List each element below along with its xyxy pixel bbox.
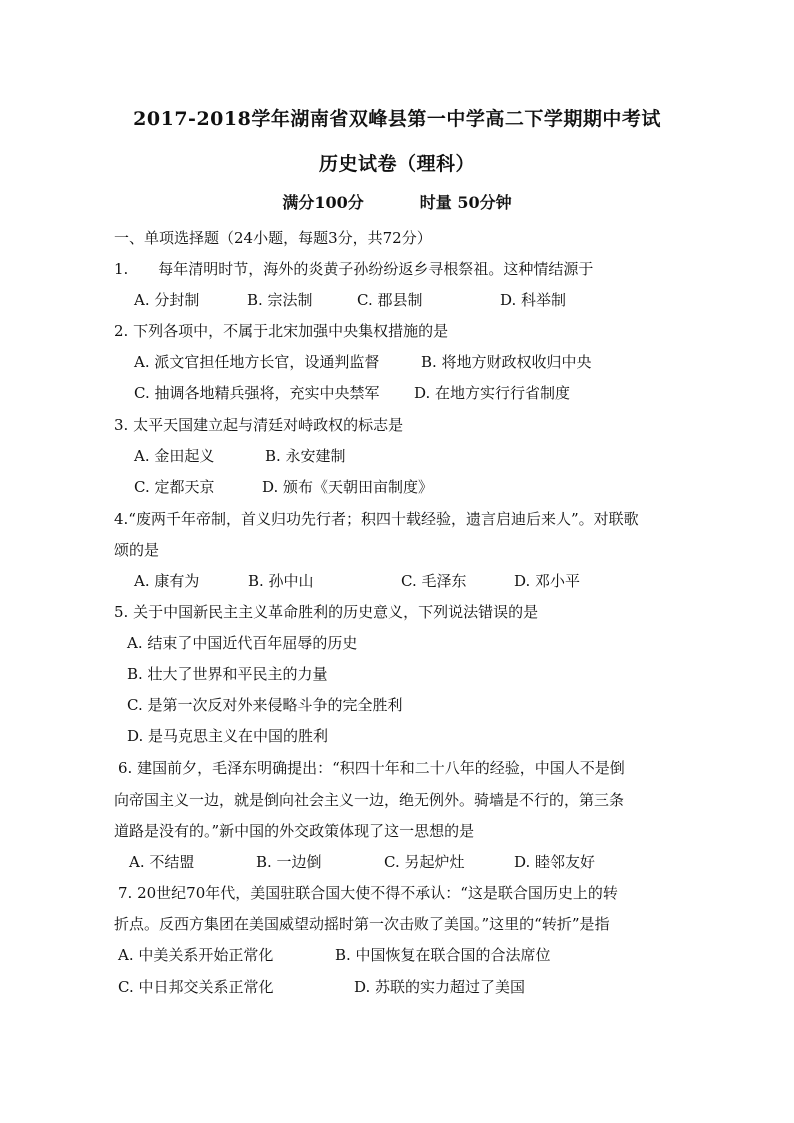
section-heading: 一、单项选择题（24小题，每题3分，共72分） xyxy=(114,229,432,247)
question-option: A. 中美关系开始正常化 xyxy=(118,946,274,964)
question-stem: 颂的是 xyxy=(114,541,160,559)
question-option: C. 郡县制 xyxy=(357,291,423,309)
question-option: D. 苏联的实力超过了美国 xyxy=(354,978,526,996)
question-option: B. 壮大了世界和平民主的力量 xyxy=(127,665,328,683)
question-stem: 1. 每年清明时节，海外的炎黄子孙纷纷返乡寻根祭祖。这种情结源于 xyxy=(114,260,594,278)
question-stem: 2. 下列各项中，不属于北宋加强中央集权措施的是 xyxy=(114,322,449,340)
question-option: A. 结束了中国近代百年屈辱的历史 xyxy=(127,634,358,652)
question-stem: 5. 关于中国新民主主义革命胜利的历史意义，下列说法错误的是 xyxy=(114,603,539,621)
question-option: B. 中国恢复在联合国的合法席位 xyxy=(335,946,551,964)
question-stem: 6. 建国前夕，毛泽东明确提出：“积四十年和二十八年的经验，中国人不是倒 xyxy=(118,759,625,777)
question-option: C. 定都天京 xyxy=(134,478,215,496)
question-option: A. 金田起义 xyxy=(134,447,215,465)
question-option: C. 抽调各地精兵强将，充实中央禁军 xyxy=(134,384,380,402)
question-option: B. 永安建制 xyxy=(265,447,346,465)
question-stem: 7. 20世纪70年代，美国驻联合国大使不得不承认：“这是联合国历史上的转 xyxy=(118,884,618,902)
question-option: B. 宗法制 xyxy=(247,291,313,309)
question-option: C. 另起炉灶 xyxy=(384,853,465,871)
question-option: C. 是第一次反对外来侵略斗争的完全胜利 xyxy=(127,696,403,714)
question-option: D. 在地方实行行省制度 xyxy=(414,384,571,402)
full-score: 满分100分 xyxy=(282,193,364,212)
question-option: D. 邓小平 xyxy=(514,572,581,590)
question-stem: 向帝国主义一边，就是倒向社会主义一边，绝无例外。骑墙是不行的，第三条 xyxy=(114,791,625,809)
question-stem: 折点。反西方集团在美国威望动摇时第一次击败了美国。”这里的“转折”是指 xyxy=(114,915,610,933)
question-option: D. 科举制 xyxy=(500,291,567,309)
question-option: A. 康有为 xyxy=(134,572,200,590)
question-option: D. 是马克思主义在中国的胜利 xyxy=(127,727,329,745)
exam-title: 2017-2018学年湖南省双峰县第一中学高二下学期期中考试 xyxy=(133,108,661,130)
question-option: D. 颁布《天朝田亩制度》 xyxy=(262,478,434,496)
question-stem: 3. 太平天国建立起与清廷对峙政权的标志是 xyxy=(114,416,404,434)
question-option: A. 分封制 xyxy=(134,291,200,309)
exam-meta xyxy=(0,190,794,213)
question-stem: 4.“废两千年帝制，首义归功先行者；积四十载经验，遗言启迪后来人”。对联歌 xyxy=(114,510,639,528)
question-option: B. 一边倒 xyxy=(256,853,322,871)
question-option: B. 将地方财政权收归中央 xyxy=(421,353,592,371)
question-option: A. 不结盟 xyxy=(129,853,195,871)
question-option: C. 毛泽东 xyxy=(401,572,467,590)
question-stem: 道路是没有的。”新中国的外交政策体现了这一思想的是 xyxy=(114,822,475,840)
question-option: A. 派文官担任地方长官，设通判监督 xyxy=(134,353,380,371)
question-option: C. 中日邦交关系正常化 xyxy=(118,978,274,996)
question-option: B. 孙中山 xyxy=(248,572,314,590)
exam-subtitle: 历史试卷（理科） xyxy=(318,153,475,175)
time-limit: 时量 50分钟 xyxy=(419,193,512,212)
question-option: D. 睦邻友好 xyxy=(514,853,596,871)
